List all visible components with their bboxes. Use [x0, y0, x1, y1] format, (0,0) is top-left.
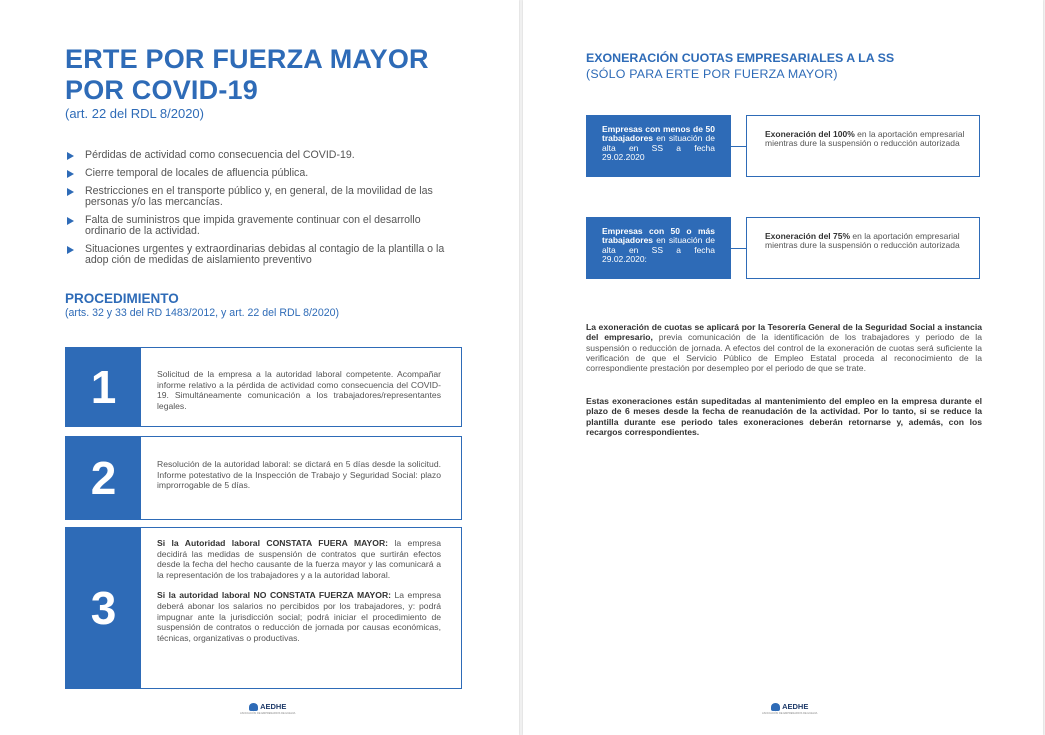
logo-text: AEDHE [782, 702, 809, 711]
logo-tagline: ASOCIACIÓN DE EMPRESARIOS DE HUELVA [240, 712, 296, 715]
title-line-1: ERTE POR FUERZA MAYOR [65, 44, 429, 74]
step-3-paragraph-1 [157, 538, 441, 580]
exoneration-text: en la aportación empresarial mientras dure la suspensión o reducción autorizada [765, 129, 965, 149]
logo-tagline: ASOCIACIÓN DE EMPRESARIOS DE HUELVA [762, 712, 818, 715]
step-text [157, 369, 441, 411]
exoneration-bold: Exoneración del 100% [765, 129, 855, 139]
step-2-box [65, 436, 462, 520]
exoneration-subtitle: (SÓLO PARA ERTE POR FUERZA MAYOR) [586, 67, 838, 81]
aedhe-logo [240, 702, 295, 715]
right-page [523, 0, 1043, 735]
page-subtitle: (art. 22 del RDL 8/2020) [65, 106, 204, 121]
exoneration-box [746, 217, 980, 279]
aedhe-logo [762, 702, 817, 715]
list-item: Falta de suministros que impida gravemente continuar con el desarrollo ordinario de la actividad. [67, 215, 457, 237]
exoneration-title: EXONERACIÓN CUOTAS EMPRESARIALES A LA SS [586, 51, 895, 65]
step-3-p2-bold: Si la autoridad laboral NO CONSTATA FUERZA MAYOR: [157, 590, 392, 601]
exoneration-box [746, 115, 980, 177]
step-number: 1 [66, 348, 141, 426]
procedure-heading: PROCEDIMIENTO [65, 291, 179, 306]
paragraph-text: previa comunicación de la identificación de los trabajadores y periodo de la suspensión o reducción de jornada. A efectos del control de la exoneración de cuotas será suficiente la verificación de que el Servicio Público de Empleo Estatal proceda al reconocimiento de la correspondiente prestación por desempleo por el periodo de que se trate. [586, 332, 982, 374]
step-2-text: Resolución de la autoridad laboral: se dictará en 5 días desde la solicitud. Informe potestativo de la Inspección de Trabajo y Seguridad Social: plazo improrrogable de 5 días. [157, 459, 441, 491]
step-1-box [65, 347, 462, 427]
step-3-p2-text: La empresa deberá abonar los salarios no percibidos por los trabajadores, y: podrá impugnar ante la jurisdicción social; podrá iniciar el procedimiento de suspensión de contratos o reducción de jornada por causas económicas, técnicas, organizativas o productivas. [157, 590, 441, 643]
company-size-bold: Empresas con 50 o más trabajadores [602, 226, 715, 246]
connector-line [731, 146, 746, 147]
exoneration-paragraph [586, 322, 982, 373]
exoneration-text: en la aportación empresarial mientras dure la suspensión o reducción autorizada [765, 231, 960, 251]
step-text [157, 538, 441, 643]
step-3-box [65, 527, 462, 689]
logo-text: AEDHE [260, 702, 287, 711]
employment-condition-paragraph [586, 396, 982, 437]
connector-line [731, 248, 746, 249]
aedhe-logo-icon [771, 703, 780, 711]
company-size-text: en situación de alta en SS a fecha 29.02.2020: [602, 235, 715, 265]
list-item: Restricciones en el transporte público y, en general, de la movilidad de las personas y/o las mercancías. [67, 186, 457, 208]
step-number: 3 [66, 528, 141, 688]
causes-list [67, 150, 457, 273]
company-size-box [586, 217, 731, 279]
step-3-p1-bold: Si la Autoridad laboral CONSTATA FUERA MAYOR: [157, 538, 389, 548]
aedhe-logo-icon [249, 703, 258, 711]
page-title [65, 44, 485, 106]
company-size-box [586, 115, 731, 177]
list-item: Pérdidas de actividad como consecuencia del COVID-19. [67, 150, 457, 161]
paragraph-bold: La exoneración de cuotas se aplicará por la Tesorería General de la Seguridad Social a instancia del empresario, [586, 322, 982, 343]
title-line-2: POR COVID-19 [65, 75, 258, 105]
step-3-p1-text: la empresa decidirá las medidas de suspensión de contratos que surtirán efectos desde la fecha del hecho causante de la fuerza mayor y las comunicará a la representación de los trabajadores y a la autoridad laboral. [157, 538, 441, 580]
step-number: 2 [66, 437, 141, 519]
list-item: Situaciones urgentes y extraordinarias debidas al contagio de la plantilla o la adop ción de medidas de aislamiento preventivo [67, 244, 457, 266]
company-size-text: en situación de alta en SS a fecha 29.02.2020 [602, 133, 715, 163]
company-size-bold: Empresas con menos de 50 trabajadores [602, 124, 715, 144]
step-3-paragraph-2 [157, 590, 441, 643]
exoneration-bold: Exoneración del 75% [765, 231, 851, 241]
paragraph-bold: Estas exoneraciones están supeditadas al mantenimiento del empleo en la empresa durante el plazo de 6 meses desde la fecha de reanudación de la actividad. Por lo tanto, si se reduce la plantilla durante ese periodo tales exoneraciones deberán retornarse y, además, con los recargos correspondientes. [586, 396, 982, 437]
step-text [157, 459, 441, 491]
left-page [0, 0, 519, 735]
procedure-subtitle: (arts. 32 y 33 del RD 1483/2012, y art. 22 del RDL 8/2020) [65, 307, 340, 319]
list-item: Cierre temporal de locales de afluencia pública. [67, 168, 457, 179]
step-1-text: Solicitud de la empresa a la autoridad laboral competente. Acompañar informe relativo a la pérdida de actividad como consecuencia del COVID-19. Simultáneamente comunicación a los trabajadores/representantes legales. [157, 369, 441, 411]
